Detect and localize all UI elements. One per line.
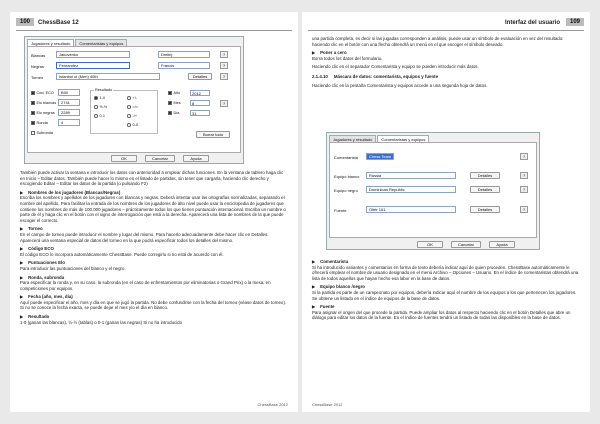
white-team-input[interactable]: Russia	[366, 172, 456, 179]
bullet-arrow-icon: ▶	[20, 274, 24, 280]
month-checkbox[interactable]	[168, 101, 172, 105]
reset-body: Borra todos los datos del formulario.	[312, 55, 383, 61]
subround-option[interactable]	[31, 131, 53, 135]
bullet-arrow-icon: ▶	[20, 226, 24, 232]
heading-teams-text: Equipo blanco /negro	[320, 284, 365, 290]
bullet-arrow-icon: ▶	[20, 314, 24, 320]
result-equal-radio[interactable]	[127, 105, 131, 109]
result-group	[90, 90, 158, 134]
bullet-arrow-icon: ▶	[312, 50, 316, 56]
white-team-lookup-button[interactable]: ?	[520, 172, 528, 179]
tournament-lookup-button[interactable]: ?	[220, 73, 228, 80]
heading-reset-text: Poner a cero	[320, 50, 347, 56]
annotator-dialog	[326, 132, 540, 250]
eco-body: El código ECO lo incorpora automáticamente ChessBase. Puede corregirlo si no está de acuerdo con él.	[20, 251, 224, 257]
right-running-title: Interfaz del usuario	[504, 20, 560, 26]
heading-source-text: Fuente	[320, 304, 335, 310]
cancel-button[interactable]: Cancelar	[451, 241, 481, 248]
eco-checkbox[interactable]	[31, 91, 35, 95]
tab-players-result[interactable]: Jugadores y resultado	[329, 135, 376, 143]
white-team-details-button[interactable]: Detalles	[470, 172, 500, 179]
elo-black-option[interactable]	[31, 111, 55, 115]
day-checkbox[interactable]	[168, 111, 172, 115]
elo-white-label: Elo blancas	[36, 101, 57, 105]
day-label: Día	[173, 111, 180, 115]
year-label: Año	[173, 91, 181, 95]
annotator-input[interactable]: Chess Team	[366, 153, 394, 160]
annotator-label: Comentarista	[334, 155, 358, 160]
month-option[interactable]	[168, 101, 181, 105]
round-body: Para especificar la ronda y, en su caso, la subronda (en el caso de enfrentamientos por eliminatorias o Grand Prix) o la mesa, en competiciones por equipos.	[20, 280, 271, 291]
round-checkbox[interactable]	[31, 121, 35, 125]
result-0-0-label: 0-0	[132, 123, 138, 127]
annotator-lookup-button[interactable]: ?	[520, 153, 528, 160]
black-firstname-input[interactable]: Francis	[158, 62, 210, 69]
white-firstname-input[interactable]: Dmitrij	[158, 51, 210, 58]
result-white-adv-radio[interactable]	[127, 96, 131, 100]
tournament-label: Torneo	[31, 75, 44, 80]
player-names-body: Escriba los nombres y apellidos de los jugadores con blancas y negras. Deberá intentar usar las ortografías normalizadas, separando el nombre del apellido. Para facilitar la entrada de los nombres de los jugadores de alto nivel puede usar la enciclopedia de jugadores que contiene los nombres de más de 100.000 jugadores – prácticamente todos los que tienen puntuación internacional. Escriba un nombre o parte de él y haga clic en el botón con el signo de interrogación que está a la derecha. Aparecerá una lista de nombres de la que puede escoger el correcto.	[20, 195, 286, 223]
teams-body: Si la partida es parte de un campeonato por equipos, debería indicar aquí el nombre de los equipos a los que pertenecen los jugadores. Se obtiene un listado en el índice de equipos de la base de datos.	[312, 289, 577, 301]
annotators-panel	[329, 142, 537, 238]
players-panel	[27, 46, 241, 153]
bullet-arrow-icon: ▶	[20, 260, 24, 266]
subround-label: Subronda	[36, 131, 53, 135]
result-draw-label: ½-½	[99, 105, 108, 109]
right-page-header	[308, 18, 584, 31]
source-input[interactable]: Olbtr 161	[366, 206, 456, 213]
tab-annotators-teams[interactable]: Comentaristas y equipos	[377, 135, 429, 143]
black-team-input[interactable]: Dominican Republic	[366, 186, 456, 193]
heading-annotator-text: Comentarista	[320, 259, 349, 264]
month-input[interactable]: 8	[190, 100, 210, 106]
section-number: 2.1.4.10	[312, 73, 328, 79]
bullet-arrow-icon: ▶	[312, 304, 316, 310]
year-checkbox[interactable]	[168, 91, 172, 95]
heading-date-text: Fecha (año, mes, día)	[28, 294, 73, 300]
result-0-1[interactable]	[94, 114, 105, 118]
black-label: Negras	[31, 64, 44, 69]
left-page	[10, 12, 298, 412]
right-footer: ChessBase 2012	[312, 402, 343, 407]
result-group-title: Resultado	[95, 88, 113, 92]
source-details-button[interactable]: Detalles	[470, 206, 500, 213]
result-equal[interactable]	[127, 105, 138, 109]
result-white-adv-label: +/-	[132, 96, 138, 100]
left-footer: ChessBase 2012	[257, 402, 288, 407]
left-page-number: 100	[16, 18, 34, 26]
tournament-body: En el campo de torneo puede introducir el nombre y lugar del mismo. Para hacerlo adecuadamente debe hacer clic en Detalles. Aparecerá una ventana especial de datos del torneo en la que podrá especificar todos los detalles del mismo.	[20, 231, 269, 243]
heading-eco-text: Código ECO	[28, 246, 54, 252]
elo-black-label: Elo negras	[36, 111, 55, 115]
result-1-0-label: 1-0	[99, 96, 105, 100]
result-0-0-radio[interactable]	[127, 123, 131, 127]
ok-button[interactable]: OK	[111, 155, 137, 162]
right-body-bottom	[312, 256, 580, 324]
tab-annotators-teams[interactable]: Comentaristas y equipos	[75, 39, 127, 47]
bullet-arrow-icon: ▶	[20, 294, 24, 300]
clear-all-button[interactable]: Borrar todo	[196, 131, 230, 138]
annotator-body: Si ha introducido variantes y comentarios en forma de texto debería indicar aquí de quien proceden. ChessBase automáticamente le ofrecerá emplear el nombre de usuario designado en el menú Archivo – Opciones – Usuario. En el índice de comentaristas obtendrá una lista de todos aquellos que hayan hecho esa labor en la base de datos.	[312, 264, 579, 281]
tab-players-result[interactable]: Jugadores y resultado	[27, 39, 74, 47]
eco-label: Cód. ECO	[36, 91, 54, 95]
cancel-button[interactable]: Cancelar	[145, 155, 175, 162]
black-surname-input[interactable]: Fernandez	[56, 62, 130, 69]
round-label: Ronda	[36, 121, 48, 125]
date-body: Aquí puede especificar el año, mes y día en que se jugó la partida. No debe confundirse con la fecha del torneo (véase datos de torneo). Si no se conoce la fecha exacta, se puede dejar el mes y/o el día en blanco.	[20, 299, 287, 311]
result-0-0[interactable]	[127, 123, 138, 127]
month-label: Mes	[173, 101, 181, 105]
black-lookup-button[interactable]: ?	[220, 62, 228, 69]
year-input[interactable]: 2012	[190, 90, 210, 96]
help-button[interactable]: Ayuda	[183, 155, 209, 162]
heading-result-text: Resultado	[28, 314, 50, 320]
left-intro: También puede activar la ventana e introducir los datos con anterioridad a emplear dichas funciones. En la ventana de tablero haga clic en Inicio – Editar datos. También puede hacer lo mismo en el listado de partidas, sin tener que cargarla, haciendo clic derecho y escogiendo Editar – Editar los datos de la partida (o pulsando F2)	[20, 170, 284, 187]
source-body: Para asignar el origen del que procede la partida. Puede ampliar los datos al respecto haciendo clic en el botón Detalles que abre un diálogo para editar los datos de la fuente. En el índice de fuentes tendrá un listado de todas las disponibles en la base de datos.	[312, 309, 571, 321]
tournament-details-button[interactable]: Detalles	[188, 73, 212, 80]
elo-white-option[interactable]	[31, 101, 56, 105]
result-black-adv-label: -/+	[132, 114, 138, 118]
elo-black-input[interactable]: 2289	[58, 109, 80, 116]
subround-checkbox[interactable]	[31, 131, 35, 135]
result-equal-label: =/=	[132, 105, 138, 109]
heading-tournament-text: Torneo	[28, 226, 43, 232]
round-option[interactable]	[31, 121, 48, 125]
result-draw-radio[interactable]	[94, 105, 98, 109]
heading-player-names-text: Nombres de los jugadores (Blancas/Negras)	[28, 189, 121, 195]
heading-elo-text: Puntuaciones Elo	[28, 260, 65, 266]
game-data-dialog	[24, 36, 244, 164]
year-option[interactable]	[168, 91, 180, 95]
left-running-title: ChessBase 12	[38, 20, 79, 26]
bullet-arrow-icon: ▶	[20, 189, 24, 195]
elo-white-checkbox[interactable]	[31, 101, 35, 105]
heading-round-text: Ronda, subronda	[28, 274, 65, 280]
source-lookup-button[interactable]: ?	[520, 206, 528, 213]
result-0-1-radio[interactable]	[94, 114, 98, 118]
section-body: Haciendo clic en la pestaña Comentarista y equipos accede a una segunda hoja de datos.	[312, 82, 488, 88]
eco-input[interactable]: B90	[58, 89, 80, 96]
black-team-details-button[interactable]: Detalles	[470, 186, 500, 193]
bullet-arrow-icon: ▶	[312, 284, 316, 290]
left-page-header	[16, 18, 292, 31]
day-input[interactable]: 31	[190, 110, 210, 116]
section-heading	[312, 74, 580, 80]
elo-body: Para introducir las puntuaciones del blanco y el negro.	[20, 265, 126, 271]
result-1-0-radio[interactable]	[94, 96, 98, 100]
section-title: Máscara de datos: comentarista, equipos y fuente	[333, 73, 439, 79]
round-input[interactable]: 4	[58, 119, 80, 126]
bullet-arrow-icon: ▶	[312, 259, 316, 264]
white-label: Blancas	[31, 53, 46, 58]
right-intro: una partida completa, es decir si las jugadas corresponden a análisis, puede usar un símbolo de evaluación en vez del resultado: haciendo clic en el botón con una flecha obtendrá un menú en el que escoger el símbolo deseado.	[312, 36, 564, 47]
result-body: 1-0 (ganan las blancas), ½-½ (tablas) o 0-1 (ganan las negras) Si no ha introducido	[20, 319, 183, 325]
bullet-arrow-icon: ▶	[20, 246, 24, 252]
white-lookup-button[interactable]: ?	[220, 51, 228, 58]
right-body-top	[312, 36, 580, 91]
tournament-input[interactable]: Istanbul ol (Men) 40th	[56, 73, 160, 80]
result-black-adv[interactable]	[127, 114, 137, 118]
black-team-lookup-button[interactable]: ?	[520, 186, 528, 193]
eco-option[interactable]	[31, 91, 54, 95]
result-black-adv-radio[interactable]	[127, 114, 131, 118]
result-white-adv[interactable]	[127, 96, 137, 100]
reset-extra: Haciendo clic en el separador Comentarista y equipo se pueden introducir más datos.	[312, 64, 479, 70]
date-lookup-button[interactable]: ?	[220, 100, 228, 107]
source-label: Fuente	[334, 208, 347, 213]
left-body-text	[20, 170, 288, 328]
white-team-label: Equipo blanco	[334, 174, 360, 179]
white-surname-input[interactable]: Jakovenko	[56, 51, 130, 58]
right-page-number: 109	[566, 18, 584, 26]
day-option[interactable]	[168, 111, 179, 115]
ok-button[interactable]: OK	[417, 241, 443, 248]
result-draw[interactable]	[94, 105, 107, 109]
right-page	[302, 12, 590, 412]
result-1-0[interactable]	[94, 96, 105, 100]
elo-black-checkbox[interactable]	[31, 111, 35, 115]
result-0-1-label: 0-1	[99, 114, 105, 118]
help-button[interactable]: Ayuda	[489, 241, 515, 248]
elo-white-input[interactable]: 2741	[58, 99, 80, 106]
black-team-label: Equipo negro	[334, 188, 358, 193]
